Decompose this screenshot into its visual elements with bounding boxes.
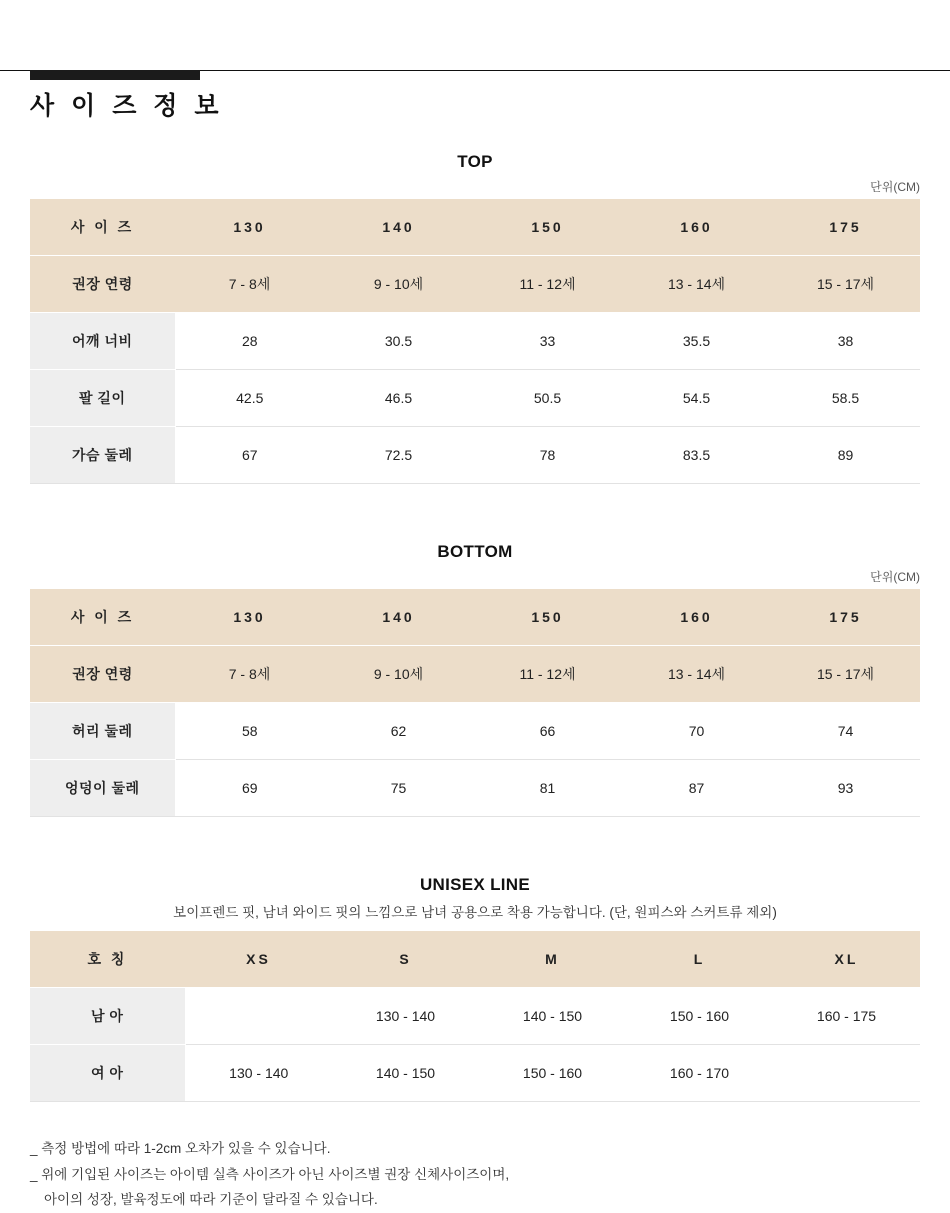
table-row bbox=[30, 256, 920, 313]
top-row-age-160: 13 - 14세 bbox=[622, 256, 771, 313]
top-sleeve-150: 50.5 bbox=[473, 370, 622, 427]
top-chest-130: 67 bbox=[175, 427, 324, 484]
bottom-size-table bbox=[30, 589, 920, 817]
top-row-age-150: 11 - 12세 bbox=[473, 256, 622, 313]
table-row bbox=[30, 703, 920, 760]
top-chest-160: 83.5 bbox=[622, 427, 771, 484]
top-header-130: 130 bbox=[175, 199, 324, 256]
table-row bbox=[30, 370, 920, 427]
top-chest-150: 78 bbox=[473, 427, 622, 484]
unisex-boy-xs bbox=[185, 988, 332, 1045]
top-header-150: 150 bbox=[473, 199, 622, 256]
table-row bbox=[30, 988, 920, 1045]
unisex-boy-s: 130 - 140 bbox=[332, 988, 479, 1045]
footnote-1: _ 측정 방법에 따라 1-2cm 오차가 있을 수 있습니다. bbox=[30, 1141, 331, 1156]
bottom-header-175: 175 bbox=[771, 589, 920, 646]
unisex-girl-s: 140 - 150 bbox=[332, 1045, 479, 1102]
top-row-age-130: 7 - 8세 bbox=[175, 256, 324, 313]
bottom-hip-130: 69 bbox=[175, 760, 324, 817]
bottom-row-label-hip: 엉덩이 둘레 bbox=[30, 760, 175, 817]
bottom-hip-160: 87 bbox=[622, 760, 771, 817]
top-chest-140: 72.5 bbox=[324, 427, 473, 484]
bottom-hip-140: 75 bbox=[324, 760, 473, 817]
top-header-140: 140 bbox=[324, 199, 473, 256]
top-header-175: 175 bbox=[771, 199, 920, 256]
unisex-header-xs: XS bbox=[185, 931, 332, 988]
page-title: 사 이 즈 정 보 bbox=[30, 92, 224, 120]
top-shoulder-140: 30.5 bbox=[324, 313, 473, 370]
unisex-boy-xl: 160 - 175 bbox=[773, 988, 920, 1045]
header-accent-bar bbox=[30, 70, 200, 80]
top-row-label-shoulder: 어깨 너비 bbox=[30, 313, 175, 370]
unisex-boy-l: 150 - 160 bbox=[626, 988, 773, 1045]
unisex-header-l: L bbox=[626, 931, 773, 988]
top-chest-175: 89 bbox=[771, 427, 920, 484]
table-row bbox=[30, 427, 920, 484]
page-header bbox=[30, 0, 920, 122]
unisex-section-note: 보이프렌드 핏, 남녀 와이드 핏의 느낌으로 남녀 공용으로 착용 가능합니다. (단, 원피스와 스커트류 제외) bbox=[173, 905, 777, 920]
bottom-row-label-waist: 허리 둘레 bbox=[30, 703, 175, 760]
bottom-waist-140: 62 bbox=[324, 703, 473, 760]
unisex-row-label-girl: 여 아 bbox=[30, 1045, 185, 1102]
bottom-row-age-130: 7 - 8세 bbox=[175, 646, 324, 703]
bottom-waist-175: 74 bbox=[771, 703, 920, 760]
top-row-age-140: 9 - 10세 bbox=[324, 256, 473, 313]
unisex-section-title: UNISEX LINE bbox=[419, 875, 531, 894]
top-size-table bbox=[30, 199, 920, 484]
top-header-160: 160 bbox=[622, 199, 771, 256]
bottom-header-150: 150 bbox=[473, 589, 622, 646]
footnotes bbox=[30, 1136, 920, 1213]
bottom-row-age-160: 13 - 14세 bbox=[622, 646, 771, 703]
table-row bbox=[30, 760, 920, 817]
table-row bbox=[30, 931, 920, 988]
top-shoulder-150: 33 bbox=[473, 313, 622, 370]
unisex-boy-m: 140 - 150 bbox=[479, 988, 626, 1045]
unisex-section bbox=[30, 875, 920, 1102]
bottom-header-size: 사 이 즈 bbox=[30, 589, 175, 646]
bottom-waist-130: 58 bbox=[175, 703, 324, 760]
table-row bbox=[30, 199, 920, 256]
unisex-header-s: S bbox=[332, 931, 479, 988]
top-sleeve-160: 54.5 bbox=[622, 370, 771, 427]
unisex-girl-xl bbox=[773, 1045, 920, 1102]
top-sleeve-130: 42.5 bbox=[175, 370, 324, 427]
table-row bbox=[30, 313, 920, 370]
unisex-row-label-boy: 남 아 bbox=[30, 988, 185, 1045]
footnote-2: _ 위에 기입된 사이즈는 아이템 실측 사이즈가 아닌 사이즈별 권장 신체사이즈이며, bbox=[30, 1166, 510, 1182]
bottom-waist-150: 66 bbox=[473, 703, 622, 760]
bottom-hip-175: 93 bbox=[771, 760, 920, 817]
unisex-girl-l: 160 - 170 bbox=[626, 1045, 773, 1102]
section-spacer bbox=[30, 817, 920, 845]
top-row-label-age: 권장 연령 bbox=[30, 256, 175, 313]
section-spacer bbox=[30, 484, 920, 512]
top-row-label-sleeve: 팔 길이 bbox=[30, 370, 175, 427]
top-section bbox=[30, 152, 920, 484]
bottom-row-age-140: 9 - 10세 bbox=[324, 646, 473, 703]
unisex-size-table bbox=[30, 931, 920, 1102]
bottom-row-age-175: 15 - 17세 bbox=[771, 646, 920, 703]
bottom-header-140: 140 bbox=[324, 589, 473, 646]
top-unit-label: 단위(CM) bbox=[870, 180, 920, 194]
bottom-row-label-age: 권장 연령 bbox=[30, 646, 175, 703]
top-shoulder-160: 35.5 bbox=[622, 313, 771, 370]
unisex-girl-m: 150 - 160 bbox=[479, 1045, 626, 1102]
table-row bbox=[30, 1045, 920, 1102]
bottom-header-160: 160 bbox=[622, 589, 771, 646]
bottom-row-age-150: 11 - 12세 bbox=[473, 646, 622, 703]
top-row-age-175: 15 - 17세 bbox=[771, 256, 920, 313]
top-sleeve-175: 58.5 bbox=[771, 370, 920, 427]
bottom-section bbox=[30, 542, 920, 817]
unisex-girl-xs: 130 - 140 bbox=[185, 1045, 332, 1102]
unisex-header-name: 호 칭 bbox=[30, 931, 185, 988]
unisex-header-xl: XL bbox=[773, 931, 920, 988]
top-shoulder-175: 38 bbox=[771, 313, 920, 370]
table-row bbox=[30, 589, 920, 646]
top-shoulder-130: 28 bbox=[175, 313, 324, 370]
bottom-hip-150: 81 bbox=[473, 760, 622, 817]
unisex-header-m: M bbox=[479, 931, 626, 988]
footnote-3: 아이의 성장, 발육정도에 따라 기준이 달라질 수 있습니다. bbox=[44, 1192, 378, 1208]
bottom-waist-160: 70 bbox=[622, 703, 771, 760]
top-section-title: TOP bbox=[457, 152, 493, 171]
table-row bbox=[30, 646, 920, 703]
bottom-section-title: BOTTOM bbox=[437, 542, 513, 561]
bottom-header-130: 130 bbox=[175, 589, 324, 646]
top-row-label-chest: 가슴 둘레 bbox=[30, 427, 175, 484]
top-sleeve-140: 46.5 bbox=[324, 370, 473, 427]
top-header-size: 사 이 즈 bbox=[30, 199, 175, 256]
bottom-unit-label: 단위(CM) bbox=[870, 570, 920, 584]
